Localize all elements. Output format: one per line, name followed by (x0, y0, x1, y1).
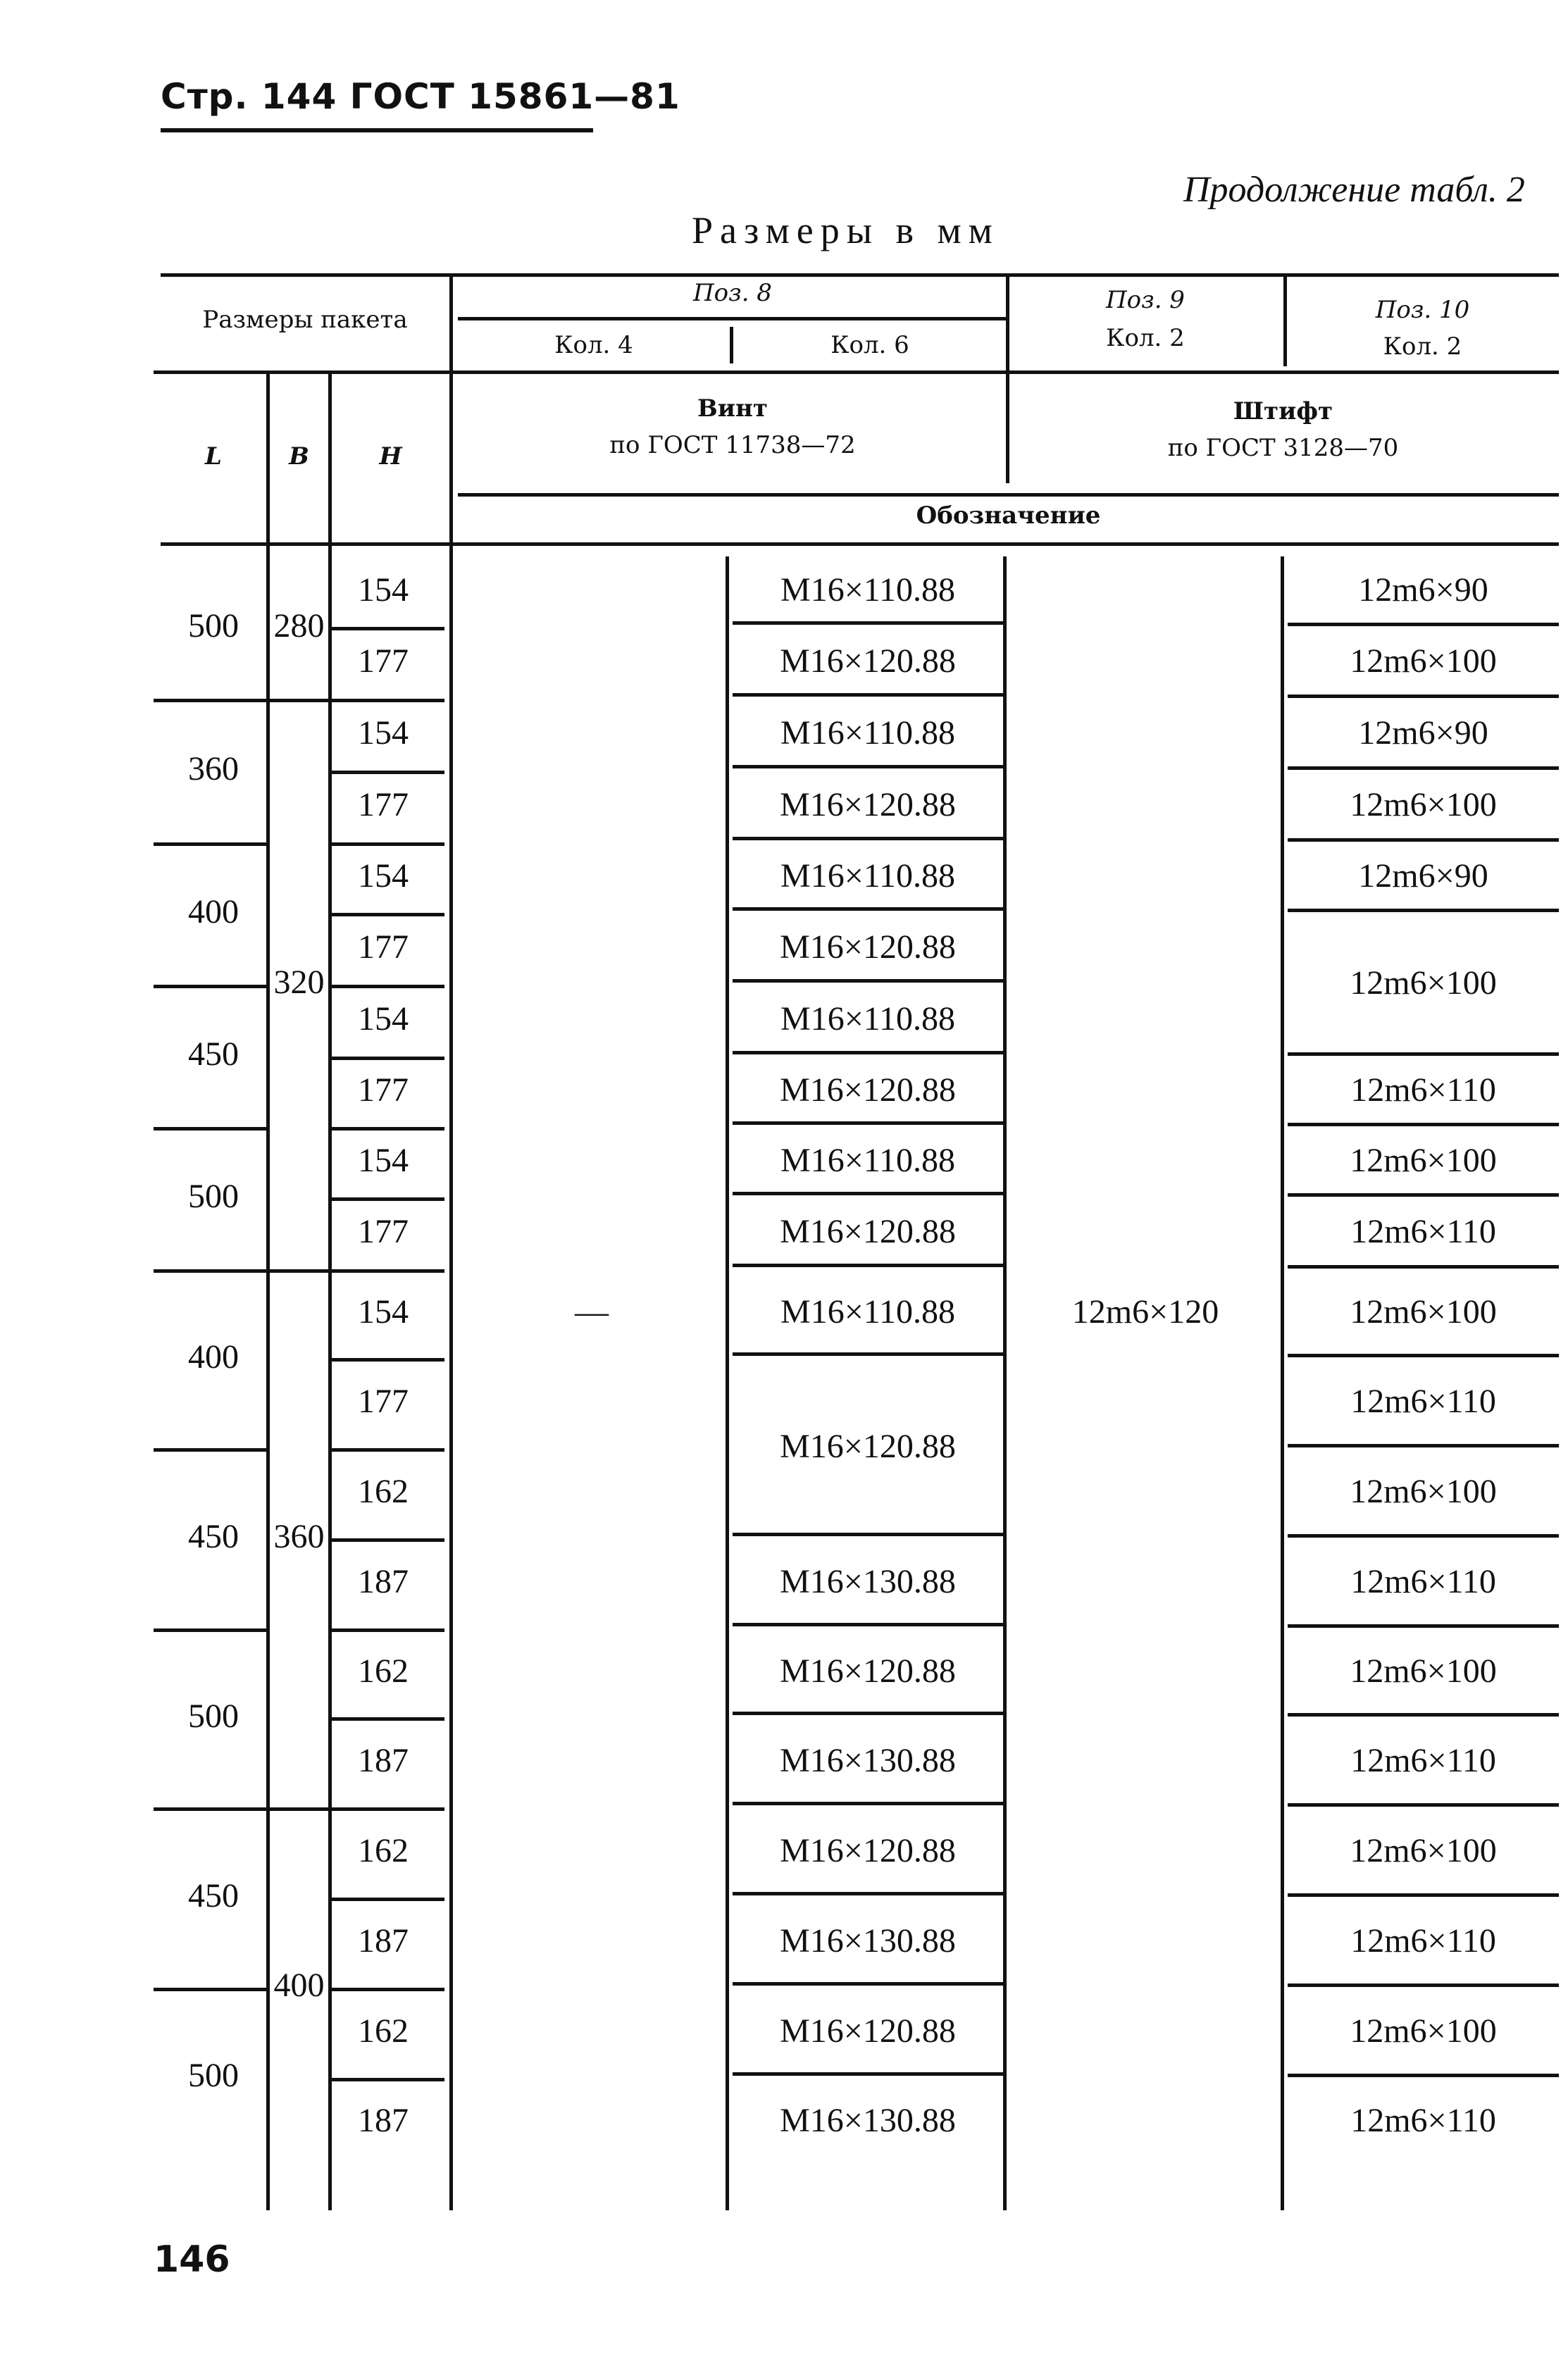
row-rule (332, 842, 444, 846)
screw-designation: M16×120.88 (780, 928, 956, 966)
pos10-pin-designation: 12m6×100 (1350, 1832, 1497, 1869)
height-H-value: 187 (358, 1742, 409, 1779)
header-qty4: Кол. 4 (554, 331, 633, 359)
width-B-value: 400 (273, 1967, 325, 2004)
screw-designation: M16×120.88 (780, 1428, 956, 1465)
height-H-value: 154 (358, 1142, 409, 1179)
height-H-value: 177 (358, 1383, 409, 1420)
row-rule (270, 1269, 328, 1273)
row-rule (1288, 766, 1559, 770)
row-rule (332, 1269, 444, 1273)
row-rule (1288, 1193, 1559, 1197)
row-rule (1288, 909, 1559, 912)
row-rule (154, 1988, 266, 1991)
height-H-value: 162 (358, 1832, 409, 1869)
length-L-value: 450 (188, 1035, 239, 1073)
row-rule (332, 1807, 444, 1811)
screw-designation: M16×130.88 (780, 1563, 956, 1600)
row-rule (1288, 1052, 1559, 1056)
row-rule (1288, 1624, 1559, 1628)
row-rule (332, 627, 444, 630)
screw-designation: M16×130.88 (780, 2102, 956, 2139)
row-rule (733, 765, 1003, 768)
height-H-value: 154 (358, 571, 409, 609)
row-rule (1288, 1265, 1559, 1269)
row-rule (332, 1057, 444, 1060)
length-L-value: 500 (188, 1698, 239, 1735)
screw-designation: M16×110.88 (780, 1293, 955, 1331)
page-number: 146 (154, 2238, 230, 2281)
row-rule (332, 1988, 444, 1991)
height-H-value: 154 (358, 1293, 409, 1331)
height-H-value: 162 (358, 1473, 409, 1510)
row-rule (733, 1264, 1003, 1267)
screw-designation: M16×110.88 (780, 1000, 955, 1038)
header-qty6: Кол. 6 (830, 331, 909, 359)
pos10-pin-designation: 12m6×100 (1350, 1652, 1497, 1690)
row-rule (332, 913, 444, 916)
page-header: Стр. 144 ГОСТ 15861—81 (161, 76, 680, 117)
header-pos10-qty: Кол. 2 (1383, 332, 1462, 361)
screw-designation: M16×110.88 (780, 714, 955, 752)
pos10-pin-designation: 12m6×110 (1350, 1071, 1496, 1109)
length-L-value: 400 (188, 1338, 239, 1376)
height-H-value: 154 (358, 1000, 409, 1038)
row-rule (1288, 695, 1559, 698)
row-rule (1288, 1893, 1559, 1897)
screw-designation: M16×120.88 (780, 1652, 956, 1690)
row-rule (733, 1051, 1003, 1054)
height-H-value: 187 (358, 1563, 409, 1600)
row-rule (154, 1807, 266, 1811)
header-package-dimensions: Размеры пакета (202, 306, 408, 334)
height-H-value: 162 (358, 2012, 409, 2050)
length-L-value: 500 (188, 2057, 239, 2094)
row-rule (332, 2078, 444, 2081)
pos10-pin-designation: 12m6×100 (1350, 964, 1497, 1002)
screw-designation: M16×130.88 (780, 1922, 956, 1960)
pos10-pin-designation: 12m6×110 (1350, 1563, 1496, 1600)
row-rule (1288, 1354, 1559, 1357)
height-H-value: 154 (358, 857, 409, 895)
header-pos10: Поз. 10 (1375, 296, 1470, 324)
width-B-value: 280 (273, 607, 325, 644)
pos10-pin-designation: 12m6×110 (1350, 2102, 1496, 2139)
length-L-value: 500 (188, 1178, 239, 1215)
row-rule (332, 985, 444, 988)
pos10-pin-designation: 12m6×110 (1350, 1922, 1496, 1960)
row-rule (154, 1628, 266, 1632)
row-rule (1288, 1713, 1559, 1717)
row-rule (733, 837, 1003, 840)
row-rule (270, 1807, 328, 1811)
qty4-dash: — (575, 1293, 609, 1331)
width-B-value: 360 (273, 1518, 325, 1555)
pos10-pin-designation: 12m6×110 (1350, 1213, 1496, 1250)
screw-designation: M16×120.88 (780, 786, 956, 823)
screw-designation: M16×110.88 (780, 1142, 955, 1179)
screw-designation: M16×110.88 (780, 571, 955, 609)
height-H-value: 177 (358, 1213, 409, 1250)
units-label: Размеры в мм (692, 209, 1000, 251)
row-rule (332, 1717, 444, 1721)
row-rule (733, 621, 1003, 625)
height-H-value: 154 (358, 714, 409, 752)
row-rule (733, 1892, 1003, 1895)
screw-designation: M16×120.88 (780, 1213, 956, 1250)
row-rule (1288, 1534, 1559, 1538)
height-H-value: 177 (358, 1071, 409, 1109)
screw-designation: M16×120.88 (780, 2012, 956, 2050)
header-pos9-qty: Кол. 2 (1106, 324, 1185, 352)
length-L-value: 450 (188, 1518, 239, 1555)
row-rule (154, 699, 266, 702)
row-rule (332, 1898, 444, 1901)
row-rule (332, 1448, 444, 1452)
height-H-value: 177 (358, 786, 409, 823)
row-rule (332, 1358, 444, 1362)
row-rule (1288, 623, 1559, 626)
header-pos8: Поз. 8 (693, 279, 772, 307)
row-rule (733, 1121, 1003, 1125)
header-designation: Обозначение (916, 502, 1101, 530)
row-rule (733, 1192, 1003, 1195)
screw-designation: M16×120.88 (780, 1832, 956, 1869)
pos10-pin-designation: 12m6×100 (1350, 1473, 1497, 1510)
row-rule (733, 1623, 1003, 1626)
pos10-pin-designation: 12m6×90 (1358, 714, 1488, 752)
header-pin: Штифт (1233, 397, 1333, 425)
row-rule (733, 1802, 1003, 1805)
row-rule (733, 1712, 1003, 1715)
row-rule (332, 699, 444, 702)
row-rule (733, 1533, 1003, 1536)
row-rule (733, 2072, 1003, 2076)
row-rule (733, 693, 1003, 697)
screw-designation: M16×110.88 (780, 857, 955, 895)
row-rule (332, 771, 444, 774)
pos10-pin-designation: 12m6×110 (1350, 1383, 1496, 1420)
pos10-pin-designation: 12m6×100 (1350, 786, 1497, 823)
length-L-value: 450 (188, 1877, 239, 1914)
row-rule (1288, 2074, 1559, 2077)
header-pin-standard: по ГОСТ 3128—70 (1167, 434, 1399, 462)
width-B-value: 320 (273, 964, 325, 1001)
row-rule (733, 1982, 1003, 1986)
row-rule (1288, 1123, 1559, 1126)
pos10-pin-designation: 12m6×100 (1350, 1293, 1497, 1331)
row-rule (332, 1628, 444, 1632)
row-rule (733, 979, 1003, 983)
pos10-pin-designation: 12m6×100 (1350, 2012, 1497, 2050)
row-rule (270, 699, 328, 702)
header-screw-standard: по ГОСТ 11738—72 (609, 431, 856, 459)
row-rule (332, 1538, 444, 1542)
height-H-value: 162 (358, 1652, 409, 1690)
row-rule (332, 1197, 444, 1201)
row-rule (733, 1352, 1003, 1356)
length-L-value: 500 (188, 607, 239, 644)
header-underline (161, 128, 593, 132)
pos10-pin-designation: 12m6×90 (1358, 571, 1488, 609)
screw-designation: M16×120.88 (780, 642, 956, 680)
length-L-value: 360 (188, 750, 239, 787)
header-screw: Винт (697, 394, 768, 423)
table-continuation-label: Продолжение табл. 2 (1183, 170, 1525, 210)
screw-designation: M16×120.88 (780, 1071, 956, 1109)
height-H-value: 177 (358, 928, 409, 966)
pos10-pin-designation: 12m6×100 (1350, 1142, 1497, 1179)
row-rule (154, 985, 266, 988)
pos9-pin-designation: 12m6×120 (1071, 1293, 1219, 1331)
row-rule (733, 907, 1003, 911)
header-pos9: Поз. 9 (1106, 286, 1185, 314)
height-H-value: 187 (358, 1922, 409, 1960)
row-rule (1288, 838, 1559, 842)
header-H: H (379, 442, 402, 471)
header-B: B (289, 442, 309, 471)
pos10-pin-designation: 12m6×100 (1350, 642, 1497, 680)
row-rule (1288, 1803, 1559, 1807)
row-rule (1288, 1444, 1559, 1447)
row-rule (332, 1127, 444, 1131)
length-L-value: 400 (188, 893, 239, 930)
height-H-value: 177 (358, 642, 409, 680)
pos10-pin-designation: 12m6×110 (1350, 1742, 1496, 1779)
header-L: L (205, 442, 222, 471)
row-rule (1288, 1983, 1559, 1987)
row-rule (154, 842, 266, 846)
row-rule (154, 1127, 266, 1131)
row-rule (154, 1269, 266, 1273)
pos10-pin-designation: 12m6×90 (1358, 857, 1488, 895)
row-rule (154, 1448, 266, 1452)
screw-designation: M16×130.88 (780, 1742, 956, 1779)
height-H-value: 187 (358, 2102, 409, 2139)
